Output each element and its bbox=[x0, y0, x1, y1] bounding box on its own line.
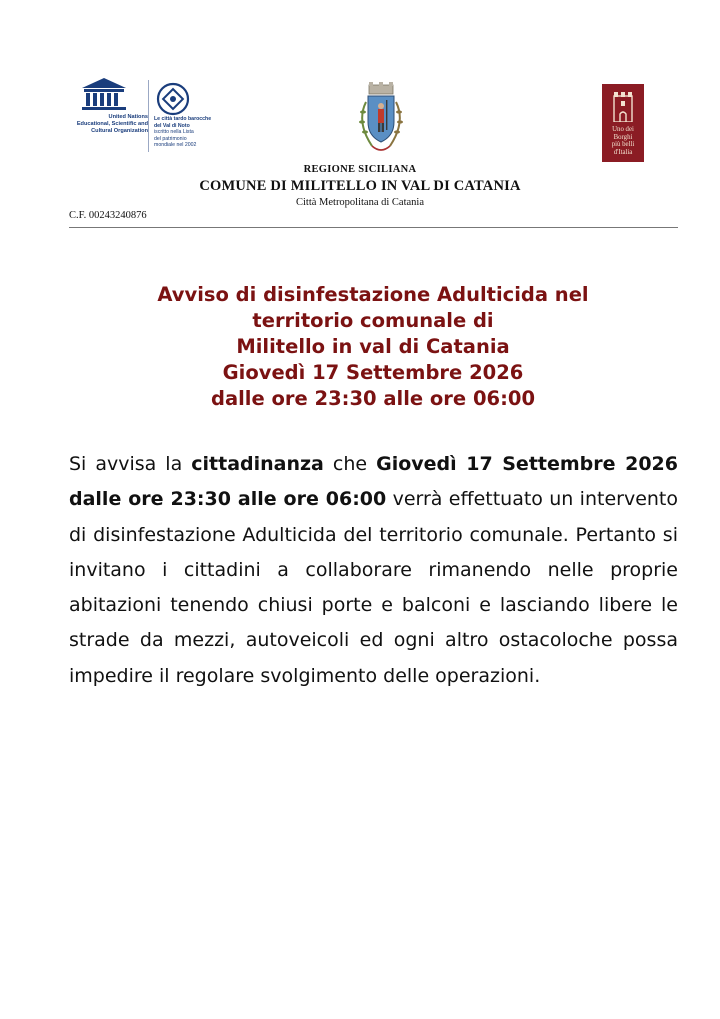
unesco-org-line: United Nations bbox=[108, 114, 148, 120]
unesco-logo bbox=[68, 72, 220, 160]
heritage-line: mondiale nel 2002 bbox=[154, 142, 197, 148]
notice-title bbox=[60, 282, 686, 412]
borghi-line: Borghi bbox=[613, 133, 633, 141]
fiscal-code: C.F. 00243240876 bbox=[69, 210, 147, 221]
world-heritage-icon bbox=[156, 82, 190, 116]
crest-shield-icon bbox=[352, 82, 410, 158]
borghi-line: più belli bbox=[611, 141, 635, 149]
title-line: Militello in val di Catania bbox=[236, 335, 510, 358]
heritage-line: del patrimonio bbox=[154, 135, 187, 142]
unesco-temple-icon bbox=[68, 72, 150, 114]
borghi-line: d'Italia bbox=[613, 148, 633, 156]
comune-name: COMUNE DI MILITELLO IN VAL DI CATANIA bbox=[199, 178, 521, 194]
title-line: territorio comunale di bbox=[252, 309, 494, 332]
notice-body bbox=[69, 447, 678, 694]
body-bold-date: Giovedì 17 Settembre 2026 dalle ore 23:30 alle ore 06:00 bbox=[69, 453, 678, 511]
borghi-line: Uno dei bbox=[612, 126, 634, 133]
title-line: dalle ore 23:30 alle ore 06:00 bbox=[210, 387, 536, 410]
heritage-line: del Val di Noto bbox=[154, 122, 190, 129]
logo-divider bbox=[148, 80, 149, 152]
unesco-org-line: Cultural Organization bbox=[91, 128, 148, 134]
body-text: verrà effettuato un intervento di disinfestazione Adulticida del territorio comunale. Pertanto si invitano i cittadini a collaborare rimanendo nelle proprie abitazioni tenendo chiusi porte e balconi e lasciando libere le strade da mezzi, autoveicoli ed ogni altro ostacoloche possa impedire il regolare svolgimento delle operazioni. bbox=[69, 488, 678, 687]
heritage-line: iscritto nella Lista bbox=[154, 129, 194, 135]
heritage-line: Le città tardo barocche bbox=[154, 116, 212, 122]
body-text: Si avvisa la bbox=[69, 453, 192, 475]
body-bold: cittadinanza bbox=[191, 453, 324, 475]
title-line: Avviso di disinfestazione Adulticida nel bbox=[157, 283, 589, 306]
metro-city: Città Metropolitana di Catania bbox=[295, 197, 424, 208]
tower-icon bbox=[611, 90, 635, 122]
unesco-org-line: Educational, Scientific and bbox=[76, 121, 148, 127]
unesco-emblem bbox=[68, 72, 150, 160]
region-name: REGIONE SICILIANA bbox=[303, 164, 417, 175]
body-text: che bbox=[323, 453, 377, 475]
coat-of-arms bbox=[352, 82, 410, 158]
borghi-logo bbox=[602, 84, 644, 162]
title-line: Giovedì 17 Settembre 2026 bbox=[222, 361, 524, 384]
header-divider bbox=[69, 227, 678, 228]
